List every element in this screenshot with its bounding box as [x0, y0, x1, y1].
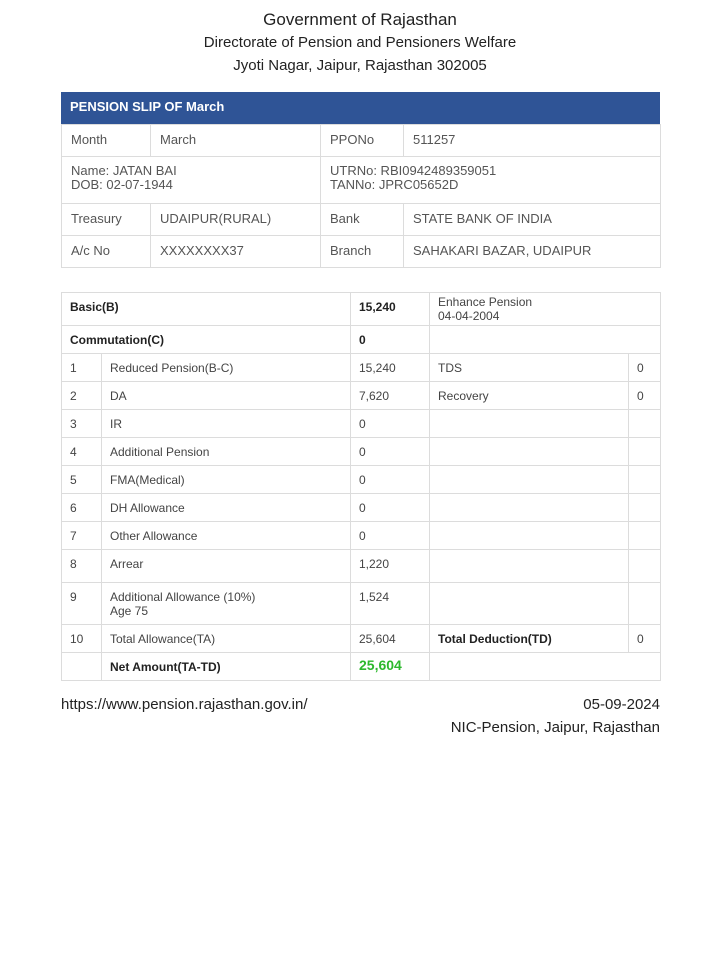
commutation-label: Commutation(C) [62, 326, 351, 354]
empty-cell [629, 494, 661, 522]
total-deduction-label: Total Deduction(TD) [430, 625, 629, 653]
allowance-row [62, 382, 661, 410]
deduction-label: TDS [430, 354, 629, 382]
pension-breakup-table [61, 292, 661, 681]
allowance-value: 1,524 [351, 583, 430, 625]
allowance-sublabel: Age 75 [110, 604, 149, 618]
allowance-label: IR [102, 410, 351, 438]
empty-cell [430, 522, 629, 550]
branch-value: SAHAKARI BAZAR, UDAIPUR [404, 236, 661, 268]
allowance-row [62, 410, 661, 438]
utr-number: UTRNo: RBI0942489359051 [330, 163, 497, 178]
allowance-value: 0 [351, 410, 430, 438]
net-amount-value: 25,604 [351, 653, 430, 681]
empty-cell [430, 653, 661, 681]
basic-row [62, 293, 661, 326]
allowance-label: Reduced Pension(B-C) [102, 354, 351, 382]
footer-date: 05-09-2024 [583, 696, 660, 713]
footer-url[interactable]: https://www.pension.rajasthan.gov.in/ [61, 696, 308, 713]
treasury-label: Treasury [62, 204, 151, 236]
total-allowance-row [62, 625, 661, 653]
empty-cell [62, 653, 102, 681]
empty-cell [629, 583, 661, 625]
empty-cell [430, 583, 629, 625]
row-number: 4 [62, 438, 102, 466]
basic-value: 15,240 [351, 293, 430, 326]
row-number: 3 [62, 410, 102, 438]
deduction-value: 0 [629, 382, 661, 410]
tan-number: TANNo: JPRC05652D [330, 177, 459, 192]
empty-cell [629, 466, 661, 494]
allowance-row [62, 438, 661, 466]
allowance-row [62, 466, 661, 494]
enhance-pension-date: 04-04-2004 [438, 309, 500, 323]
commutation-row [62, 326, 661, 354]
empty-cell [430, 438, 629, 466]
allowance-row [62, 494, 661, 522]
allowance-value: 1,220 [351, 550, 430, 583]
name-dob-cell [62, 157, 321, 204]
pensioner-dob: DOB: 02-07-1944 [71, 177, 173, 192]
info-row-month [62, 125, 661, 157]
empty-cell [629, 522, 661, 550]
ppo-label: PPONo [321, 125, 404, 157]
month-label: Month [62, 125, 151, 157]
info-row-name [62, 157, 661, 204]
row-number: 1 [62, 354, 102, 382]
acno-label: A/c No [62, 236, 151, 268]
document-header [0, 8, 720, 78]
row-number: 7 [62, 522, 102, 550]
empty-cell [430, 326, 661, 354]
slip-title-bar: PENSION SLIP OF March [61, 92, 660, 124]
row-number: 9 [62, 583, 102, 625]
enhance-pension-label: Enhance Pension [438, 295, 533, 309]
deduction-label: Recovery [430, 382, 629, 410]
empty-cell [629, 438, 661, 466]
total-deduction-value: 0 [629, 625, 661, 653]
empty-cell [430, 550, 629, 583]
bank-label: Bank [321, 204, 404, 236]
month-value: March [151, 125, 321, 157]
allowance-label: FMA(Medical) [102, 466, 351, 494]
total-allowance-value: 25,604 [351, 625, 430, 653]
empty-cell [430, 494, 629, 522]
row-number: 2 [62, 382, 102, 410]
enhance-pension-cell [430, 293, 661, 326]
empty-cell [629, 410, 661, 438]
empty-cell [629, 550, 661, 583]
allowance-value: 0 [351, 494, 430, 522]
allowance-value: 0 [351, 466, 430, 494]
net-amount-row [62, 653, 661, 681]
allowance-label: Additional Allowance (10%) [110, 590, 256, 604]
allowance-value: 15,240 [351, 354, 430, 382]
row-number: 8 [62, 550, 102, 583]
utr-tan-cell [321, 157, 661, 204]
branch-label: Branch [321, 236, 404, 268]
info-row-account [62, 236, 661, 268]
allowance-label: DH Allowance [102, 494, 351, 522]
basic-label: Basic(B) [62, 293, 351, 326]
row-number: 5 [62, 466, 102, 494]
deduction-value: 0 [629, 354, 661, 382]
allowance-label: Additional Pension [102, 438, 351, 466]
net-amount-label: Net Amount(TA-TD) [102, 653, 351, 681]
allowance-row [62, 354, 661, 382]
empty-cell [430, 410, 629, 438]
allowance-label: DA [102, 382, 351, 410]
pensioner-name: Name: JATAN BAI [71, 163, 177, 178]
allowance-label-cell [102, 583, 351, 625]
allowance-value: 0 [351, 438, 430, 466]
allowance-value: 0 [351, 522, 430, 550]
allowance-label: Other Allowance [102, 522, 351, 550]
acno-value: XXXXXXXX37 [151, 236, 321, 268]
allowance-row [62, 522, 661, 550]
row-number: 6 [62, 494, 102, 522]
allowance-label: Arrear [102, 550, 351, 583]
government-title: Government of Rajasthan [263, 10, 457, 29]
bank-value: STATE BANK OF INDIA [404, 204, 661, 236]
allowance-value: 7,620 [351, 382, 430, 410]
address-line: Jyoti Nagar, Jaipur, Rajasthan 302005 [233, 57, 487, 74]
empty-cell [430, 466, 629, 494]
allowance-row [62, 550, 661, 583]
footer-org: NIC-Pension, Jaipur, Rajasthan [450, 719, 660, 736]
treasury-value: UDAIPUR(RURAL) [151, 204, 321, 236]
ppo-value: 511257 [404, 125, 661, 157]
row-number: 10 [62, 625, 102, 653]
info-row-treasury [62, 204, 661, 236]
directorate-title: Directorate of Pension and Pensioners Welfare [203, 34, 517, 51]
pensioner-info-table [61, 124, 661, 268]
allowance-row [62, 583, 661, 625]
commutation-value: 0 [351, 326, 430, 354]
total-allowance-label: Total Allowance(TA) [102, 625, 351, 653]
